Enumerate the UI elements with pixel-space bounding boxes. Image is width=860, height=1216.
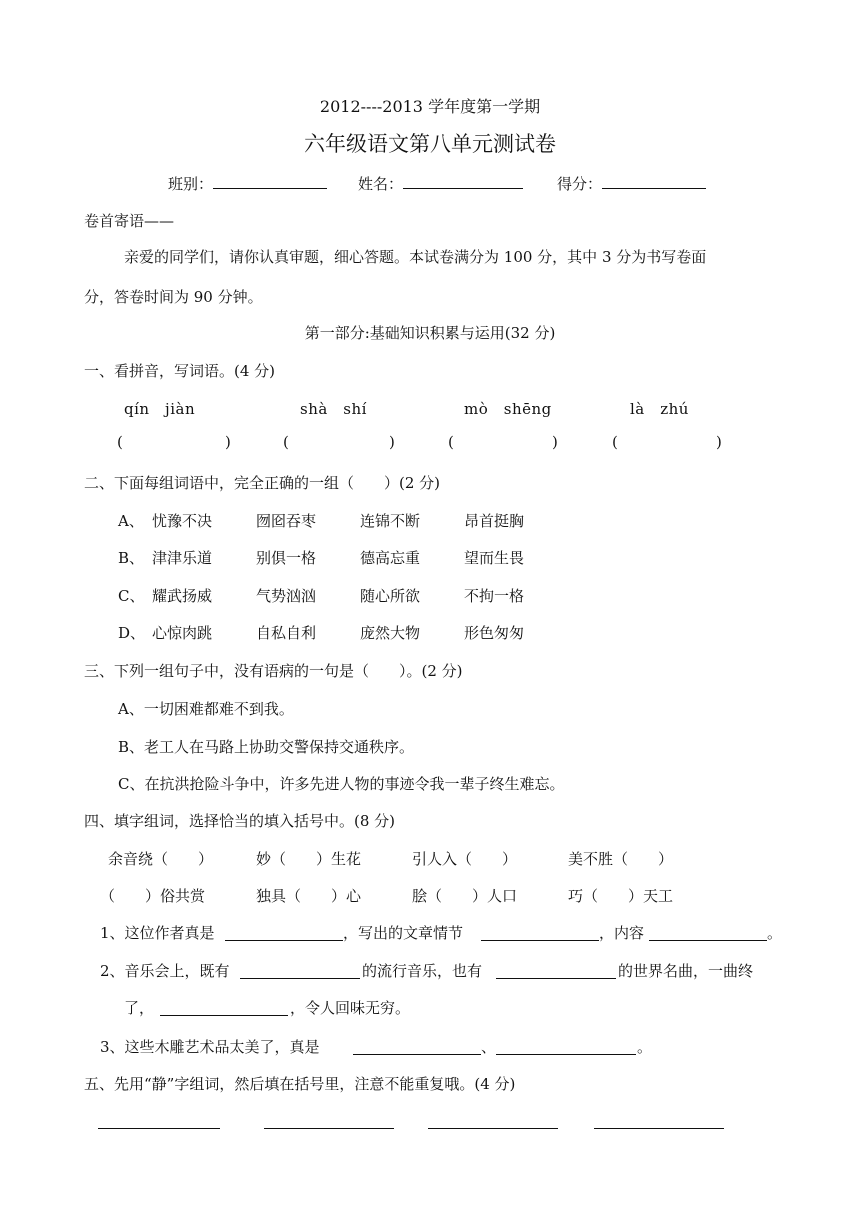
q4-sentence-2-blank-3[interactable] bbox=[160, 1015, 288, 1016]
intro-heading: 卷首寄语—— bbox=[84, 212, 175, 230]
pinyin-4: là zhú bbox=[630, 400, 689, 418]
name-field bbox=[358, 172, 523, 194]
score-blank[interactable] bbox=[602, 172, 706, 189]
q4-sentence-1-blank-3[interactable] bbox=[649, 940, 767, 941]
q4-sentence-2-part-d: 了， bbox=[124, 999, 155, 1017]
q2-option-d-word-3: 庞然大物 bbox=[360, 624, 421, 642]
paren-close-3: ) bbox=[552, 433, 558, 451]
paren-close-4: ) bbox=[716, 433, 722, 451]
intro-line-2: 分，答卷时间为 90 分钟。 bbox=[84, 288, 263, 306]
class-label: 班别： bbox=[168, 175, 214, 193]
q4-sentence-2-blank-1[interactable] bbox=[240, 978, 360, 979]
q2-option-d-word-2: 自私自利 bbox=[256, 624, 317, 642]
q4-idiom-2: 妙（ ）生花 bbox=[256, 850, 362, 868]
paren-close-1: ) bbox=[225, 433, 231, 451]
q4-sentence-1-part-b: ，写出的文章情节 bbox=[343, 924, 464, 942]
q4-sentence-3-blank-2[interactable] bbox=[496, 1054, 636, 1055]
q5-blank-1[interactable] bbox=[98, 1128, 220, 1129]
q4-idiom-4: 美不胜（ ） bbox=[568, 850, 674, 868]
q4-sentence-3-part-b: 、 bbox=[481, 1038, 497, 1056]
q4-idiom-3: 引人入（ ） bbox=[412, 850, 518, 868]
part1-title: 第一部分:基础知识积累与运用(32 分) bbox=[304, 324, 556, 342]
q2-option-a-letter: A、 bbox=[118, 512, 144, 530]
pinyin-3: mò shēng bbox=[464, 400, 552, 418]
paren-close-2: ) bbox=[389, 433, 395, 451]
q2-option-a-word-2: 囫囵吞枣 bbox=[256, 512, 317, 530]
q2-option-d-letter: D、 bbox=[118, 624, 146, 642]
q2-option-d-word-4: 形色匆匆 bbox=[464, 624, 525, 642]
q2-option-b-word-3: 德高忘重 bbox=[360, 549, 421, 567]
name-blank[interactable] bbox=[403, 172, 523, 189]
q4-idiom-5: （ ）俗共赏 bbox=[100, 887, 206, 905]
pinyin-1: qín jiàn bbox=[124, 400, 196, 418]
q5-blank-2[interactable] bbox=[264, 1128, 394, 1129]
q5-title: 五、先用“静”字组词，然后填在括号里，注意不能重复哦。(4 分) bbox=[84, 1075, 516, 1093]
class-field bbox=[168, 172, 327, 194]
q4-sentence-2-blank-2[interactable] bbox=[496, 978, 616, 979]
q2-option-d-word-1: 心惊肉跳 bbox=[152, 624, 213, 642]
q4-sentence-1-part-c: ，内容 bbox=[599, 924, 645, 942]
q4-sentence-2-part-b: 的流行音乐，也有 bbox=[362, 962, 483, 980]
q3-option-b: B、老工人在马路上协助交警保持交通秩序。 bbox=[118, 738, 415, 756]
paren-open-3: ( bbox=[448, 433, 454, 451]
q4-sentence-2-part-e: ，令人回味无穷。 bbox=[290, 999, 411, 1017]
q2-option-c-word-3: 随心所欲 bbox=[360, 587, 421, 605]
q3-title: 三、下列一组句子中，没有语病的一句是（ ）。(2 分) bbox=[84, 662, 463, 680]
pinyin-2: shà shí bbox=[300, 400, 367, 418]
q3-option-a: A、一切困难都难不到我。 bbox=[118, 700, 294, 718]
q2-option-c-letter: C、 bbox=[118, 587, 145, 605]
q4-idiom-7: 脍（ ）人口 bbox=[412, 887, 518, 905]
q2-option-b-word-2: 别俱一格 bbox=[256, 549, 317, 567]
q4-title: 四、填字组词，选择恰当的填入括号中。(8 分) bbox=[84, 812, 396, 830]
q4-sentence-3-part-a: 3、这些木雕艺术品太美了，真是 bbox=[100, 1038, 320, 1056]
page-title: 六年级语文第八单元测试卷 bbox=[304, 132, 556, 156]
q2-title: 二、下面每组词语中，完全正确的一组（ ）(2 分) bbox=[84, 474, 441, 492]
q2-option-a-word-3: 连锦不断 bbox=[360, 512, 421, 530]
q4-sentence-3-part-c: 。 bbox=[637, 1038, 653, 1056]
q1-title: 一、看拼音，写词语。(4 分) bbox=[84, 362, 276, 380]
paren-open-1: ( bbox=[117, 433, 123, 451]
q4-sentence-2-part-a: 2、音乐会上，既有 bbox=[100, 962, 230, 980]
q2-option-b-word-4: 望而生畏 bbox=[464, 549, 525, 567]
q4-sentence-1-part-d: 。 bbox=[767, 924, 783, 942]
q4-idiom-8: 巧（ ）天工 bbox=[568, 887, 674, 905]
q4-idiom-6: 独具（ ）心 bbox=[256, 887, 362, 905]
q2-option-c-word-2: 气势汹汹 bbox=[256, 587, 317, 605]
name-label: 姓名： bbox=[358, 175, 404, 193]
q4-idiom-1: 余音绕（ ） bbox=[108, 850, 214, 868]
intro-line-1: 亲爱的同学们，请你认真审题，细心答题。本试卷满分为 100 分，其中 3 分为书写卷面 bbox=[124, 248, 707, 266]
class-blank[interactable] bbox=[213, 172, 327, 189]
score-field bbox=[557, 172, 706, 194]
q2-option-a-word-1: 忧豫不决 bbox=[152, 512, 213, 530]
q2-option-b-letter: B、 bbox=[118, 549, 145, 567]
q2-option-b-word-1: 津津乐道 bbox=[152, 549, 213, 567]
q5-blank-4[interactable] bbox=[594, 1128, 724, 1129]
q4-sentence-1-blank-2[interactable] bbox=[481, 940, 599, 941]
term-line: 2012----2013 学年度第一学期 bbox=[319, 97, 541, 116]
paren-open-2: ( bbox=[283, 433, 289, 451]
q4-sentence-2-part-c: 的世界名曲，一曲终 bbox=[618, 962, 754, 980]
score-label: 得分： bbox=[557, 175, 603, 193]
q3-option-c: C、在抗洪抢险斗争中，许多先进人物的事迹令我一辈子终生难忘。 bbox=[118, 775, 565, 793]
q4-sentence-1-blank-1[interactable] bbox=[225, 940, 343, 941]
q4-sentence-3-blank-1[interactable] bbox=[353, 1054, 481, 1055]
q2-option-a-word-4: 昂首挺胸 bbox=[464, 512, 525, 530]
paren-open-4: ( bbox=[612, 433, 618, 451]
q2-option-c-word-1: 耀武扬威 bbox=[152, 587, 213, 605]
q4-sentence-1-part-a: 1、这位作者真是 bbox=[100, 924, 215, 942]
q5-blank-3[interactable] bbox=[428, 1128, 558, 1129]
q2-option-c-word-4: 不拘一格 bbox=[464, 587, 525, 605]
